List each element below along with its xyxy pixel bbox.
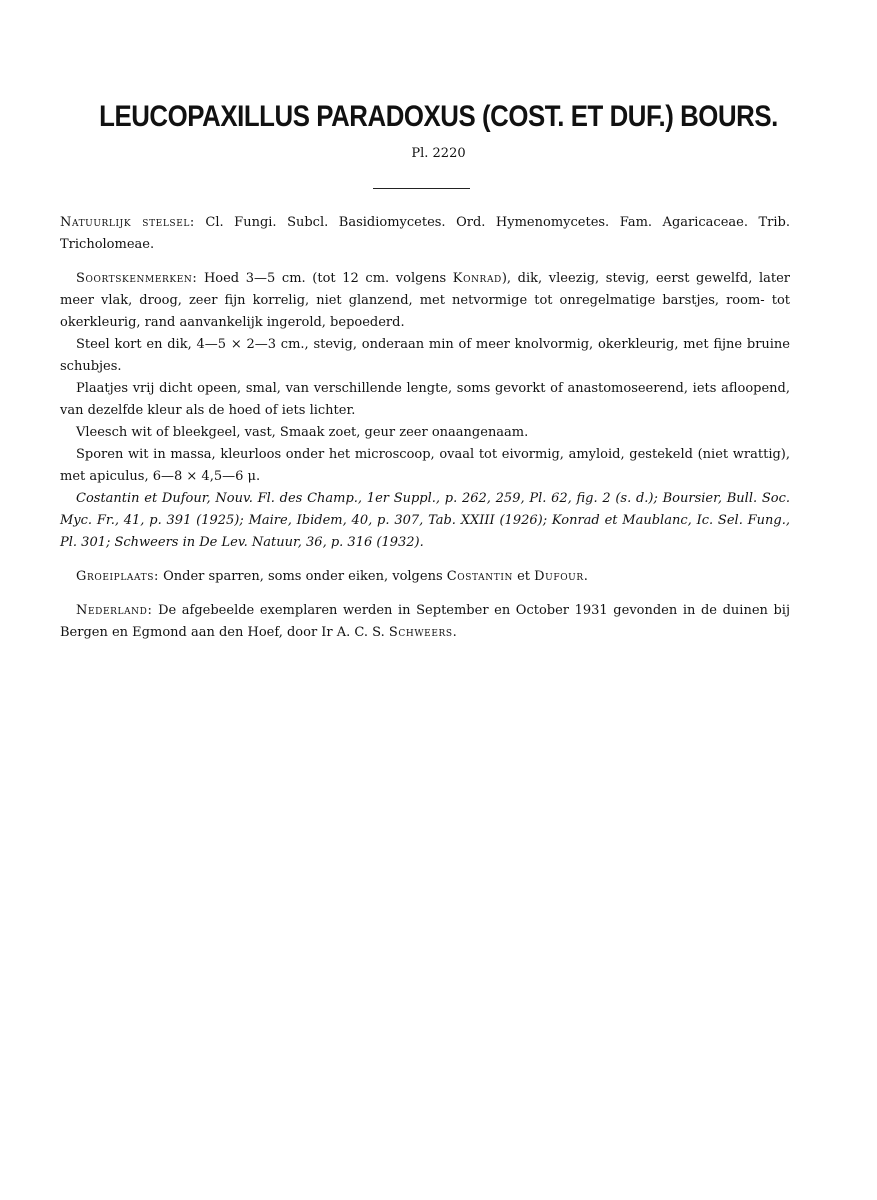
document-body [60,212,790,644]
label-natuurlijk-stelsel: Natuurlijk stelsel: [60,215,195,230]
plate-number: Pl. 2220 [411,146,466,161]
text-groeiplaats-mid: et [512,569,535,584]
label-soortskenmerken: Soortskenmerken: [76,271,198,286]
name-dufour: Dufour [534,569,584,584]
page-title: LEUCOPAXILLUS PARADOXUS (COST. ET DUF.) BOURS. [99,100,778,133]
text-groeiplaats-after: . [583,569,588,584]
text-soortskenmerken-after: ), dik, vleezig, stevig, eerst gewelfd, later meer vlak, droog, zeer fijn korrelig, niet glanzend, met netvormige tot onregelmatige barstjes, room- tot okerkleurig, rand aanvankelijk ingerold, bepoederd. [60,271,790,330]
paragraph-vleesch: Vleesch wit of bleekgeel, vast, Smaak zoet, geur zeer onaangenaam. [76,425,529,440]
paragraph-steel: Steel kort en dik, 4—5 × 2—3 cm., stevig, onderaan min of meer knolvormig, okerkleurig, met fijne bruine schubjes. [60,337,790,374]
title-divider [373,188,470,189]
name-konrad: Konrad [452,271,502,286]
label-nederland: Nederland: [76,603,153,618]
text-nederland-before: De afgebeelde exemplaren werden in September en October 1931 gevonden in de duinen bij Bergen en Egmond aan den Hoef, door Ir A. C. S. [60,603,790,640]
paragraph-sporen: Sporen wit in massa, kleurloos onder het microscoop, ovaal tot eivormig, amyloid, gestekeld (niet wrattig), met apiculus, 6—8 × 4,5—6 μ. [60,447,790,484]
paragraph-nederland [60,600,790,644]
paragraph-groeiplaats [60,566,790,588]
paragraph-natuurlijk-stelsel [60,212,790,256]
paragraph-literatuur: Costantin et Dufour, Nouv. Fl. des Champ., 1er Suppl., p. 262, 259, Pl. 62, fig. 2 (s. d.); Boursier, Bull. Soc. Myc. Fr., 41, p. 391 (1925); Maire, Ibidem, 40, p. 307, Tab. XXIII (1926); Konrad et Maublanc, Ic. Sel. Fung., Pl. 301; Schweers in De Lev. Natuur, 36, p. 316 (1932). [60,491,790,550]
label-groeiplaats: Groeiplaats: [76,569,159,584]
text-soortskenmerken-before: Hoed 3—5 cm. (tot 12 cm. volgens [197,271,453,286]
text-groeiplaats-before: Onder sparren, soms onder eiken, volgens [158,569,447,584]
paragraph-soortskenmerken [60,268,790,334]
paragraph-plaatjes: Plaatjes vrij dicht opeen, smal, van verschillende lengte, soms gevorkt of anastomoseerend, iets afloopend, van dezelfde kleur als de hoed of iets lichter. [60,381,790,418]
name-costantin: Costantin [446,569,513,584]
name-schweers: Schweers [388,625,453,640]
text-nederland-after: . [452,625,457,640]
text-natuurlijk-stelsel: Cl. Fungi. Subcl. Basidiomycetes. Ord. Hymenomycetes. Fam. Agaricaceae. Trib. Tricholomeae. [60,215,790,252]
